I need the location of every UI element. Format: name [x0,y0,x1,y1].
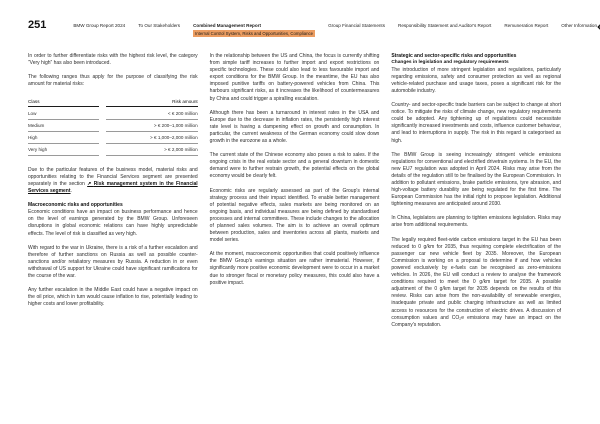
link-arrow-icon: ↗ [87,180,94,187]
nav-item-combined-management-report[interactable]: Combined Management Report Internal Control System, Risks and Opportunities, Compliance [193,22,314,36]
table-cell-class: Very high [28,144,99,156]
paragraph: Although there has been a turnaround in interest rates in the USA and Europe due to the decrease in inflation rates, the persistently high interest rate level is having a dampening effect on growth and consumption. In particular, the current weakness of the German economy could slow down growth in the eurozone as a whole. [209,109,380,145]
header [0,0,600,37]
nav-item-to-our-stakeholders[interactable]: To Our Stakeholders [138,22,181,28]
paragraph: Economic conditions have an impact on business performance and hence on the level of earnings generated by the BMW Group. Unforeseen disruptions in global economic relations can have highly unpredictable effects. The level of risk is classified as very high. [28,209,198,237]
nav-item-bmw-group-report[interactable]: BMW Group Report 2024 [73,22,126,28]
table-cell-amount: > € 200–1,000 million [106,120,198,132]
column-right [391,53,561,336]
nav-item-group-financial-statements[interactable]: Group Financial Statements [328,22,386,28]
table-row [28,107,198,119]
paragraph: The following ranges thus apply for the purpose of classifying the risk amount for material risks: [28,74,198,88]
column-left [28,53,198,336]
table-cell-amount: > € 1,000–2,000 million [106,132,198,144]
paragraph: At the moment, macroeconomic opportunities that could positively influence the BMW Group's earnings situation are rather immaterial. However, if significantly more positive economic development were to occur in a market due to stronger fiscal or monetary policy measures, this could also have a positive impact. [209,251,380,286]
section-heading-strategic: Strategic and sector-specific risks and opportunities [391,53,517,59]
paragraph: In the relationship between the US and China, the focus is currently shifting from simple tariff increases to further import and export restrictions on specific technologies. These could also lead to less favourable import and export conditions for the BMW Group. In the meantime, the EU has also imposed punitive tariffs on battery-powered vehicles from China. This harbours significant risks, as it increases the likelihood of countermeasures by China and could trigger a spiralling escalation. [209,53,380,102]
paragraph: The legally required fleet-wide carbon emissions target in the EU has been reduced to 0 g/km for 2035, thus requiring complete electrification of the passenger car new vehicle fleet by 2035. Moreover, the European Commission is working on a proposal to determine if and how vehicles powered exclusively by e-fuels can be recognised as zero-emissions vehicles. In 2026, the EU will conduct a review to analyse the framework conditions required to meet the 0 g/km target for 2035. A possible adjustment of the 0 g/km target for 2035 depends on the results of this review. Risks can arise from the non-availability of renewable energies, inadequate private and public charging infrastructure as well as limited access to resources for the construction of electric drives. A discussion of consumption values and CO₂e emissions may have an impact on the Company's reputation. [391,236,562,328]
table-cell-amount: > € 2,000 million [106,144,198,156]
table-cell-amount: < € 200 million [106,107,198,119]
nav-item-remuneration-report[interactable]: Remuneration Report [504,22,549,28]
paragraph: Due to the particular features of the business model, material risks and opportunities relating to the Financial Services segment are presented separately in the section ↗ Risk management system in the Financial Services segment. [28,166,198,195]
nav-item-responsibility-statement[interactable]: Responsibility Statement and Auditor's Report [398,22,492,28]
paragraph: The introduction of more stringent legislation and regulations, particularly regarding emissions, safety and consumer protection as well as regional vehicle-related purchase and usage taxes, poses a significant risk for the automobile industry. [391,66,562,94]
risk-amount-table [28,95,198,155]
active-section-badge[interactable]: Internal Control System, Risks and Opportunities, Compliance [195,31,314,36]
top-navigation [73,20,597,37]
table-row [28,144,198,156]
table-header-row [28,95,198,107]
paragraph: The BMW Group is seeing increasingly stringent vehicle emissions regulations for conventional and electrified drivetrain systems. In the EU, the new EU7 regulation was adopted in April 2024. Risks may arise from the details of the regulation still to be finalised by the European Commission. In addition to pollutant emissions, brake particle emissions, tyre abrasion, and high-voltage battery durability are being regulated for the first time. The European Commission has the initial right to propose legislation. Additional tightening measures are anticipated around 2030. [391,151,562,208]
column-middle [210,53,380,336]
paragraph: In order to further differentiate risks with the highest risk level, the category “Very high” has also been introduced. [28,53,198,67]
table-row [28,132,198,144]
paragraph: Economic risks are regularly assessed as part of the Group's internal strategy process and their impact identified. To enable better management of potential negative effects, sales markets are being monitored on an ongoing basis, and individual measures are being defined by standardised processes and internal committees. These include changes to the allocation of planned sales volumes. The aim is to achieve an overall optimum between production, sales and inventories across all plants, markets and model series. [209,187,380,244]
paragraph: The current state of the Chinese economy also poses a risk to sales. If the ongoing crisis in the real estate sector and a general downturn in domestic demand were to further restrain growth, the potential effects on the global economy would be clearly felt. [209,152,380,180]
table-cell-class: High [28,132,99,144]
financial-services-risk-link[interactable]: ↗ Risk management system in the Financial Services segment [28,180,198,195]
paragraph: With regard to the war in Ukraine, there is a risk of a further escalation and therefore of further sanctions on Russia as well as possible counter-sanctions and/or retaliatory measures by Russia. A reduction in or even withdrawal of US support for Ukraine could have significant ramifications for the course of the war. [28,244,198,279]
table-cell-class: Medium [28,120,99,132]
page-content [0,37,600,336]
table-header-class: Class [28,95,99,107]
page-number: 251 [28,19,47,31]
table-row [28,120,198,132]
nav-item-other-information[interactable]: Other Information [561,22,597,28]
subsection-heading-legislation: Changes in legislation and regulatory requirements [391,60,509,66]
section-heading-macroeconomic: Macroeconomic risks and opportunities [28,202,123,209]
table-cell-class: Low [28,107,99,119]
paragraph: Country- and sector-specific trade barriers can be subject to change at short notice. To mitigate the risks of climate change, new regulatory requirements could be adopted. Any tightening up of regulations could necessitate significantly increased investments and costs, influence customer behaviour, and lead to interruptions in supply. The risk in this regard is categorised as high. [391,102,562,144]
table-header-risk-amount: Risk amount [106,95,198,107]
paragraph: Any further escalation in the Middle East could have a negative impact on the oil price, which in turn would cause inflation to rise, potentially leading to higher costs and lower profitability. [28,287,198,308]
paragraph: In China, legislators are planning to tighten emissions legislation. Risks may arise from additional requirements. [391,215,562,229]
